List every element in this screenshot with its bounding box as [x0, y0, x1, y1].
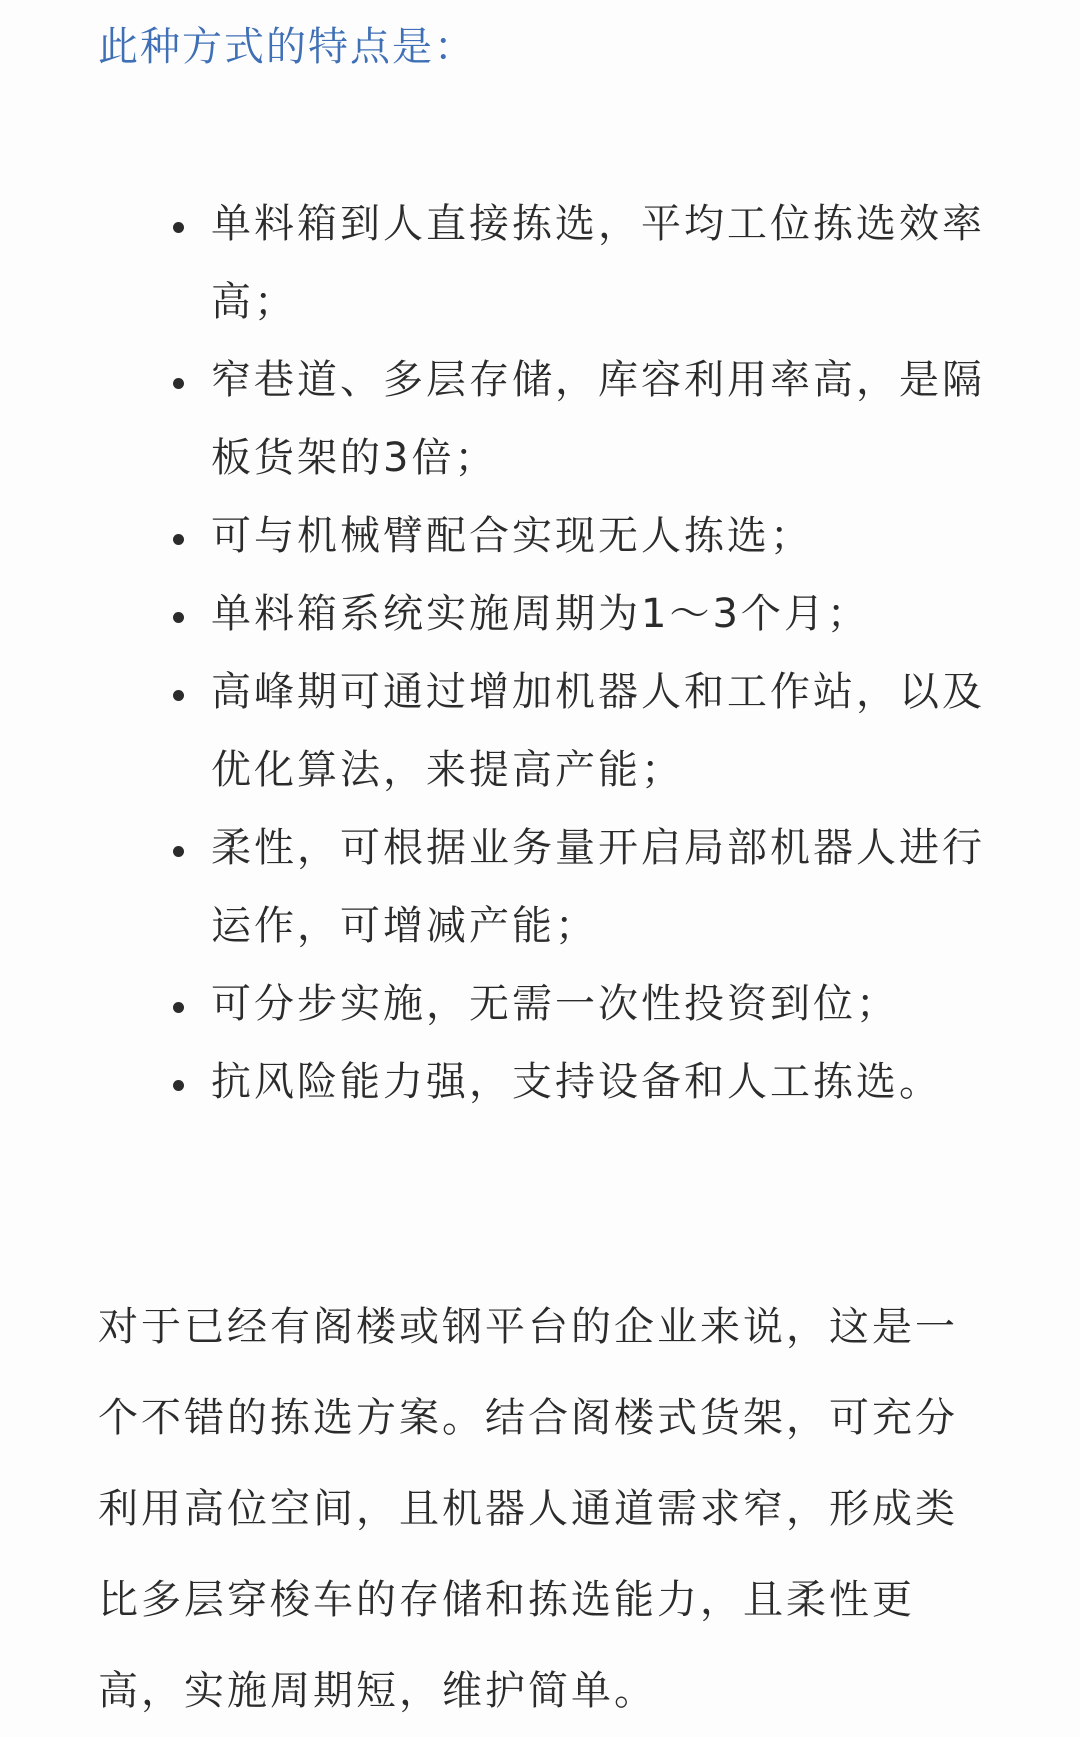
list-item-text: 高峰期可通过增加机器人和工作站，以及优化算法，来提高产能；: [211, 669, 985, 793]
list-item-text: 单料箱到人直接拣选，平均工位拣选效率高；: [211, 201, 985, 325]
list-item-text: 柔性，可根据业务量开启局部机器人进行运作，可增减产能；: [211, 825, 985, 949]
list-item: [0, 809, 1080, 965]
summary-paragraph: 对于已经有阁楼或钢平台的企业来说，这是一个不错的拣选方案。结合阁楼式货架，可充分利用高位空间，且机器人通道需求窄，形成类比多层穿梭车的存储和拣选能力，且柔性更高，实施周期短，维护简单。: [98, 1304, 958, 1714]
bullet-dot-icon: [173, 378, 184, 389]
section-heading: 此种方式的特点是：: [98, 24, 476, 70]
list-item-text: 抗风险能力强，支持设备和人工拣选。: [211, 1059, 942, 1105]
bullet-dot-icon: [173, 1002, 184, 1013]
bullet-dot-icon: [173, 222, 184, 233]
list-item: [0, 1043, 1080, 1121]
list-item: [0, 653, 1080, 809]
list-item: [0, 341, 1080, 497]
list-item-text: 可与机械臂配合实现无人拣选；: [211, 513, 813, 559]
list-item: [0, 575, 1080, 653]
bullet-dot-icon: [173, 1080, 184, 1091]
features-list: [0, 185, 1080, 1121]
list-item: [0, 185, 1080, 341]
bullet-dot-icon: [173, 534, 184, 545]
bullet-dot-icon: [173, 690, 184, 701]
list-item-text: 窄巷道、多层存储，库容利用率高，是隔板货架的3倍；: [211, 357, 985, 481]
list-item-text: 可分步实施，无需一次性投资到位；: [211, 981, 899, 1027]
bullet-dot-icon: [173, 846, 184, 857]
bullet-dot-icon: [173, 612, 184, 623]
list-item-text: 单料箱系统实施周期为1～3个月；: [211, 591, 870, 637]
list-item: [0, 965, 1080, 1043]
list-item: [0, 497, 1080, 575]
